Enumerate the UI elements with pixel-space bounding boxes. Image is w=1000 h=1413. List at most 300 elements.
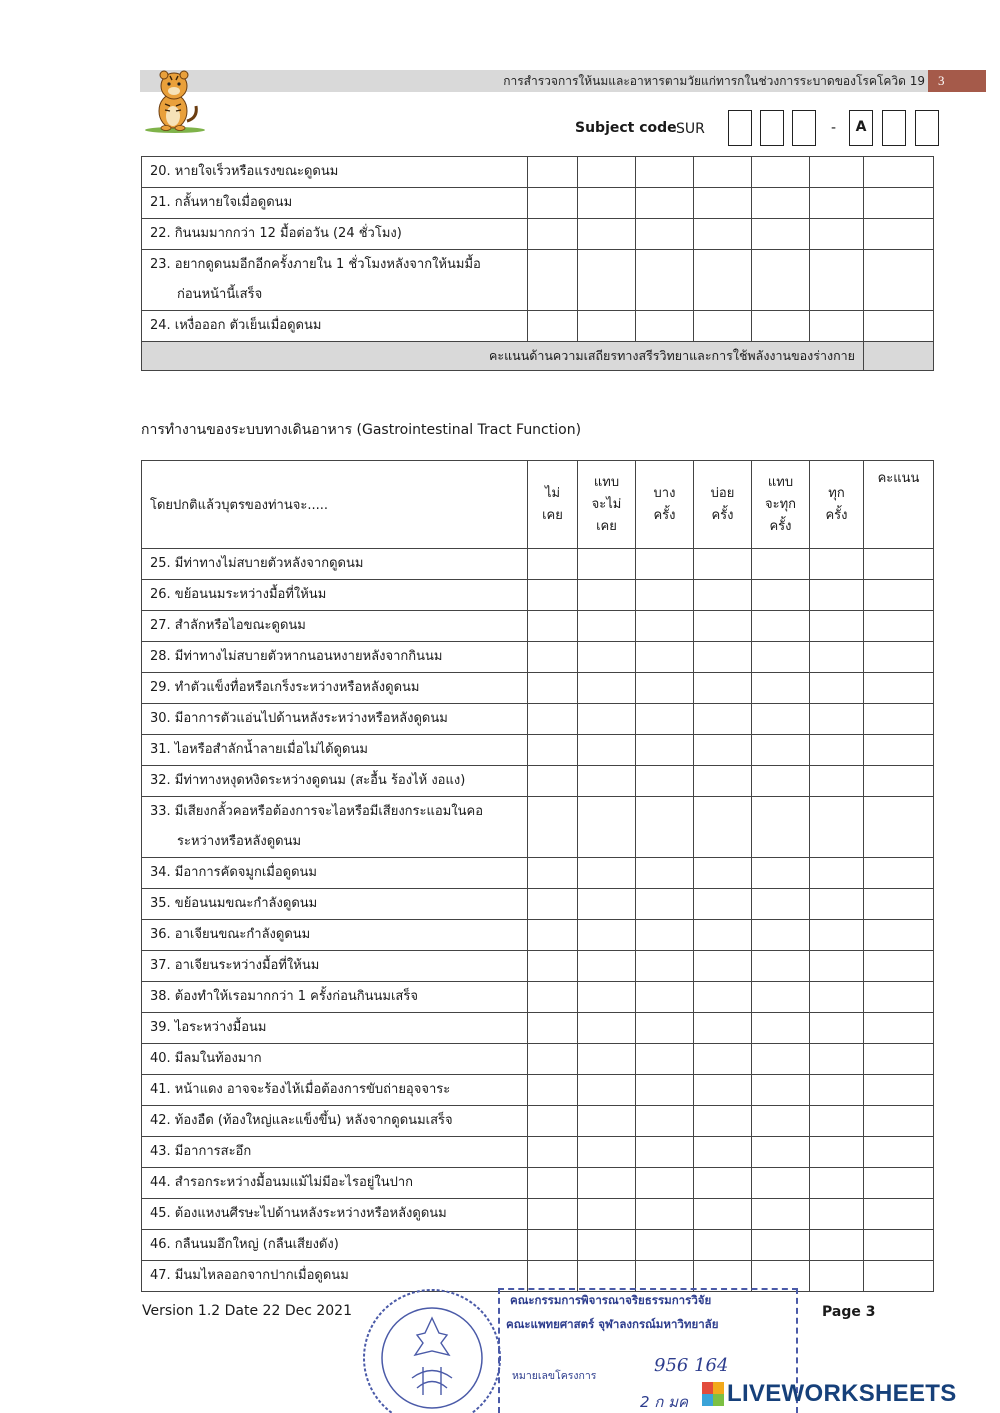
answer-cell[interactable] [810,611,864,642]
option-header-line: จะไม่ [591,496,622,512]
answer-cell[interactable] [694,735,752,766]
score-cell[interactable] [864,982,934,1013]
question-cell [142,1013,528,1044]
question-cell [142,188,528,219]
answer-cell[interactable] [694,982,752,1013]
answer-cell[interactable] [636,1075,694,1106]
answer-cell[interactable] [694,219,752,250]
answer-cell[interactable] [636,951,694,982]
option-header-sometimes [636,461,694,549]
answer-cell[interactable] [528,889,578,920]
answer-cell[interactable] [578,982,636,1013]
question-cell [142,1075,528,1106]
question-cell [142,1199,528,1230]
table-row [142,1044,934,1075]
table-row [142,188,934,219]
answer-cell[interactable] [636,157,694,188]
question-text: 47. มีนมไหลออกจากปากเมื่อดูดนม [150,1268,349,1283]
score-cell[interactable] [864,1199,934,1230]
question-cell [142,219,528,250]
question-text: 32. มีท่าทางหงุดหงิดระหว่างดูดนม (สะอื้น ร้องไห้ งอแง) [150,773,466,788]
answer-cell[interactable] [528,1137,578,1168]
score-cell[interactable] [864,549,934,580]
score-cell[interactable] [864,735,934,766]
answer-cell[interactable] [752,642,810,673]
answer-cell[interactable] [636,611,694,642]
answer-cell[interactable] [636,766,694,797]
answer-cell[interactable] [810,673,864,704]
question-header: โดยปกติแล้วบุตรของท่านจะ..... [142,461,528,549]
answer-cell[interactable] [810,704,864,735]
answer-cell[interactable] [694,673,752,704]
table-row [142,797,934,858]
answer-cell[interactable] [694,1044,752,1075]
score-summary-cell[interactable] [864,342,934,371]
answer-cell[interactable] [752,1044,810,1075]
question-cell [142,858,528,889]
score-cell[interactable] [864,157,934,188]
option-header-always [810,461,864,549]
answer-cell[interactable] [694,1075,752,1106]
answer-cell[interactable] [694,188,752,219]
table-row [142,1013,934,1044]
answer-cell[interactable] [578,1199,636,1230]
question-text: 40. มีลมในท้องมาก [150,1051,262,1066]
score-cell[interactable] [864,889,934,920]
table-row [142,1137,934,1168]
score-cell[interactable] [864,1168,934,1199]
question-text: 35. ขย้อนนมขณะกำลังดูดนม [150,896,318,911]
score-cell[interactable] [864,311,934,342]
score-cell[interactable] [864,1261,934,1292]
answer-cell[interactable] [578,920,636,951]
answer-cell[interactable] [694,920,752,951]
answer-cell[interactable] [752,1230,810,1261]
footer-version: Version 1.2 Date 22 Dec 2021 [142,1303,352,1319]
page-badge: 3 [928,70,986,92]
answer-cell[interactable] [528,766,578,797]
question-cell [142,250,528,311]
answer-cell[interactable] [752,735,810,766]
score-cell[interactable] [864,611,934,642]
table-row [142,1168,934,1199]
answer-cell[interactable] [810,920,864,951]
ethics-stamp-line1: คณะกรรมการพิจารณาจริยธรรมการวิจัย [510,1293,712,1307]
table-row [142,580,934,611]
option-header-line: เคย [596,518,617,534]
answer-cell[interactable] [578,1106,636,1137]
answer-cell[interactable] [810,858,864,889]
option-header-line: บาง [653,485,676,501]
answer-cell[interactable] [752,889,810,920]
table-row [142,920,934,951]
answer-cell[interactable] [752,157,810,188]
answer-cell[interactable] [578,642,636,673]
question-text: 23. อยากดูดนมอีกอีกครั้งภายใน 1 ชั่วโมงหลังจากให้นมมื้อ [150,257,481,272]
answer-cell[interactable] [528,735,578,766]
answer-cell[interactable] [810,1230,864,1261]
option-header-line: ครั้ง [825,507,848,523]
answer-cell[interactable] [810,1199,864,1230]
score-cell[interactable] [864,1075,934,1106]
question-text: 29. ทำตัวแข็งทื่อหรือเกร็งระหว่างหรือหลังดูดนม [150,680,420,695]
question-cell [142,797,528,858]
question-text: 20. หายใจเร็วหรือแรงขณะดูดนม [150,164,339,179]
answer-cell[interactable] [752,766,810,797]
answer-cell[interactable] [810,1137,864,1168]
score-summary-row [142,342,934,371]
answer-cell[interactable] [810,311,864,342]
answer-cell[interactable] [752,188,810,219]
table-row [142,219,934,250]
question-cell [142,1137,528,1168]
answer-cell[interactable] [810,1075,864,1106]
answer-cell[interactable] [810,1044,864,1075]
subject-code-box-2[interactable] [760,110,784,146]
question-cell [142,157,528,188]
answer-cell[interactable] [528,1199,578,1230]
ethics-stamp-project-number: 956 164 [654,1355,729,1376]
answer-cell[interactable] [694,642,752,673]
answer-cell[interactable] [578,704,636,735]
question-cell [142,642,528,673]
answer-cell[interactable] [578,1230,636,1261]
answer-cell[interactable] [694,580,752,611]
answer-cell[interactable] [578,549,636,580]
subject-code-prefix: SUR [676,121,705,137]
answer-cell[interactable] [752,797,810,858]
option-header-line: แทบ [593,474,620,490]
question-cell [142,889,528,920]
answer-cell[interactable] [810,642,864,673]
answer-cell[interactable] [810,1106,864,1137]
score-cell[interactable] [864,1137,934,1168]
question-text: 25. มีท่าทางไม่สบายตัวหลังจากดูดนม [150,556,364,571]
answer-cell[interactable] [752,611,810,642]
score-cell[interactable] [864,951,934,982]
score-cell[interactable] [864,250,934,311]
ethics-stamp-date: 2 ก มค [640,1393,689,1411]
answer-cell[interactable] [578,611,636,642]
answer-cell[interactable] [752,1013,810,1044]
table-row [142,1230,934,1261]
option-header-line: แทบ [767,474,794,490]
subject-code-box-5[interactable] [882,110,906,146]
answer-cell[interactable] [528,219,578,250]
answer-cell[interactable] [578,766,636,797]
question-text: 26. ขย้อนนมระหว่างมื้อที่ให้นม [150,587,327,602]
answer-cell[interactable] [636,580,694,611]
score-cell[interactable] [864,766,934,797]
answer-cell[interactable] [636,219,694,250]
answer-cell[interactable] [528,611,578,642]
answer-cell[interactable] [694,797,752,858]
score-cell[interactable] [864,1044,934,1075]
table-row [142,766,934,797]
answer-cell[interactable] [810,1013,864,1044]
answer-cell[interactable] [752,982,810,1013]
university-seal-icon [357,1283,507,1413]
question-text: 46. กลืนนมอึกใหญ่ (กลืนเสียงดัง) [150,1237,339,1252]
score-cell[interactable] [864,219,934,250]
answer-cell[interactable] [752,1168,810,1199]
answer-cell[interactable] [752,580,810,611]
answer-cell[interactable] [636,797,694,858]
score-cell[interactable] [864,797,934,858]
answer-cell[interactable] [528,920,578,951]
answer-cell[interactable] [752,920,810,951]
answer-cell[interactable] [578,311,636,342]
answer-cell[interactable] [694,311,752,342]
answer-cell[interactable] [578,250,636,311]
score-cell[interactable] [864,920,934,951]
ethics-stamp-line2: คณะแพทยศาสตร์ จุฬาลงกรณ์มหาวิทยาลัย [506,1317,719,1331]
question-cell [142,951,528,982]
answer-cell[interactable] [752,549,810,580]
question-cell [142,735,528,766]
question-cell [142,1106,528,1137]
answer-cell[interactable] [694,1137,752,1168]
score-cell[interactable] [864,1013,934,1044]
answer-cell[interactable] [528,1075,578,1106]
answer-cell[interactable] [578,951,636,982]
question-text: 31. ไอหรือสำลักน้ำลายเมื่อไม่ได้ดูดนม [150,742,368,757]
answer-cell[interactable] [810,889,864,920]
answer-cell[interactable] [578,219,636,250]
answer-cell[interactable] [810,219,864,250]
answer-cell[interactable] [810,1261,864,1292]
table-row [142,250,934,311]
score-cell[interactable] [864,1106,934,1137]
answer-cell[interactable] [528,311,578,342]
question-cell [142,611,528,642]
answer-cell[interactable] [528,157,578,188]
score-cell[interactable] [864,580,934,611]
answer-cell[interactable] [810,735,864,766]
question-cell [142,580,528,611]
answer-cell[interactable] [528,673,578,704]
question-text: 33. มีเสียงกลั้วคอหรือต้องการจะไอหรือมีเสียงกระแอมในคอ [150,804,484,819]
score-cell[interactable] [864,858,934,889]
answer-cell[interactable] [528,982,578,1013]
answer-cell[interactable] [752,1106,810,1137]
answer-cell[interactable] [810,797,864,858]
answer-cell[interactable] [528,797,578,858]
answer-cell[interactable] [636,735,694,766]
answer-cell[interactable] [636,1261,694,1292]
answer-cell[interactable] [528,1261,578,1292]
question-cell [142,673,528,704]
option-header-never [528,461,578,549]
answer-cell[interactable] [694,611,752,642]
score-cell[interactable] [864,1230,934,1261]
table-row [142,1199,934,1230]
answer-cell[interactable] [636,858,694,889]
answer-cell[interactable] [636,1199,694,1230]
answer-cell[interactable] [752,704,810,735]
answer-cell[interactable] [528,1106,578,1137]
question-cell [142,549,528,580]
answer-cell[interactable] [636,920,694,951]
answer-cell[interactable] [810,157,864,188]
question-cell [142,1230,528,1261]
answer-cell[interactable] [694,157,752,188]
answer-cell[interactable] [636,1044,694,1075]
header-title: การสำรวจการให้นมและอาหารตามวัยแก่ทารกในช่วงการระบาดของโรคโควิด 19 [503,74,925,88]
question-text: 27. สำลักหรือไอขณะดูดนม [150,618,306,633]
table-row [142,735,934,766]
answer-cell[interactable] [578,673,636,704]
option-header-line: จะทุก [764,496,797,512]
answer-cell[interactable] [528,580,578,611]
answer-cell[interactable] [528,1168,578,1199]
answer-cell[interactable] [752,1137,810,1168]
answer-cell[interactable] [528,549,578,580]
score-cell[interactable] [864,642,934,673]
answer-cell[interactable] [694,858,752,889]
answer-cell[interactable] [694,889,752,920]
liveworksheets-watermark [702,1380,957,1408]
answer-cell[interactable] [636,549,694,580]
answer-cell[interactable] [528,250,578,311]
score-cell[interactable] [864,188,934,219]
answer-cell[interactable] [636,311,694,342]
question-text: 28. มีท่าทางไม่สบายตัวหากนอนหงายหลังจากกินนม [150,649,443,664]
answer-cell[interactable] [636,1137,694,1168]
answer-cell[interactable] [810,250,864,311]
subject-code-box-4[interactable]: A [849,110,873,146]
answer-cell[interactable] [636,1168,694,1199]
answer-cell[interactable] [578,1168,636,1199]
answer-cell[interactable] [528,1230,578,1261]
answer-cell[interactable] [810,549,864,580]
watermark-text: LIVEWORKSHEETS [727,1380,957,1407]
score-cell[interactable] [864,704,934,735]
footer-page-number: Page 3 [822,1304,876,1320]
answer-cell[interactable] [752,673,810,704]
answer-cell[interactable] [752,311,810,342]
answer-cell[interactable] [636,982,694,1013]
answer-cell[interactable] [528,704,578,735]
answer-cell[interactable] [752,219,810,250]
answer-cell[interactable] [810,982,864,1013]
answer-cell[interactable] [578,889,636,920]
answer-cell[interactable] [636,1230,694,1261]
answer-cell[interactable] [528,188,578,219]
answer-cell[interactable] [752,858,810,889]
section-title-gi: การทำงานของระบบทางเดินอาหาร (Gastrointestinal Tract Function) [141,422,582,438]
answer-cell[interactable] [578,1075,636,1106]
table-row [142,642,934,673]
question-text: 41. หน้าแดง อาจจะร้องไห้เมื่อต้องการขับถ่ายอุจจาระ [150,1082,451,1097]
question-text: 37. อาเจียนระหว่างมื้อที่ให้นม [150,958,320,973]
answer-cell[interactable] [694,1168,752,1199]
question-cell [142,311,528,342]
answer-cell[interactable] [694,951,752,982]
answer-cell[interactable] [636,642,694,673]
question-text: 36. อาเจียนขณะกำลังดูดนม [150,927,311,942]
subject-code-box-3[interactable] [792,110,816,146]
answer-cell[interactable] [528,858,578,889]
answer-cell[interactable] [528,951,578,982]
answer-cell[interactable] [694,1013,752,1044]
answer-cell[interactable] [528,642,578,673]
answer-cell[interactable] [636,889,694,920]
question-cell [142,704,528,735]
answer-cell[interactable] [578,797,636,858]
answer-cell[interactable] [578,735,636,766]
subject-code-dash: - [831,120,837,136]
question-cell [142,1044,528,1075]
answer-cell[interactable] [528,1044,578,1075]
answer-cell[interactable] [578,157,636,188]
table-row [142,704,934,735]
option-header-line: ครั้ง [711,507,734,523]
answer-cell[interactable] [752,1199,810,1230]
answer-cell[interactable] [578,1044,636,1075]
answer-cell[interactable] [810,1168,864,1199]
answer-cell[interactable] [636,704,694,735]
answer-cell[interactable] [694,1230,752,1261]
answer-cell[interactable] [636,250,694,311]
table-row [142,1261,934,1292]
question-text: 34. มีอาการคัดจมูกเมื่อดูดนม [150,865,317,880]
answer-cell[interactable] [578,1137,636,1168]
answer-cell[interactable] [752,1075,810,1106]
question-text: 45. ต้องแหงนศีรษะไปด้านหลังระหว่างหรือหลังดูดนม [150,1206,447,1221]
answer-cell[interactable] [636,673,694,704]
answer-cell[interactable] [694,1261,752,1292]
table-row [142,951,934,982]
option-header-almost-always [752,461,810,549]
answer-cell[interactable] [694,1199,752,1230]
answer-cell[interactable] [694,766,752,797]
subject-code-box-1[interactable] [728,110,752,146]
score-cell[interactable] [864,673,934,704]
table-row [142,311,934,342]
answer-cell[interactable] [694,1106,752,1137]
answer-cell[interactable] [636,1013,694,1044]
question-text: 39. ไอระหว่างมื้อนม [150,1020,267,1035]
question-text: 42. ท้องอืด (ท้องใหญ่และแข็งขึ้น) หลังจากดูดนมเสร็จ [150,1113,453,1128]
answer-cell[interactable] [578,858,636,889]
question-text: ก่อนหน้านี้เสร็จ [177,287,263,302]
option-header-line: บ่อย [710,485,735,501]
subject-code-box-6[interactable] [915,110,939,146]
answer-cell[interactable] [694,250,752,311]
table-row [142,889,934,920]
answer-cell[interactable] [810,188,864,219]
answer-cell[interactable] [810,766,864,797]
answer-cell[interactable] [578,1013,636,1044]
answer-cell[interactable] [578,580,636,611]
answer-cell[interactable] [636,188,694,219]
answer-cell[interactable] [636,1106,694,1137]
table-row [142,982,934,1013]
answer-cell[interactable] [578,1261,636,1292]
answer-cell[interactable] [810,580,864,611]
answer-cell[interactable] [528,1013,578,1044]
answer-cell[interactable] [752,1261,810,1292]
answer-cell[interactable] [694,549,752,580]
answer-cell[interactable] [578,188,636,219]
answer-cell[interactable] [752,951,810,982]
answer-cell[interactable] [752,250,810,311]
option-header-line: ครั้ง [769,518,792,534]
tiger-mascot-icon [140,66,210,136]
answer-cell[interactable] [810,951,864,982]
answer-cell[interactable] [694,704,752,735]
